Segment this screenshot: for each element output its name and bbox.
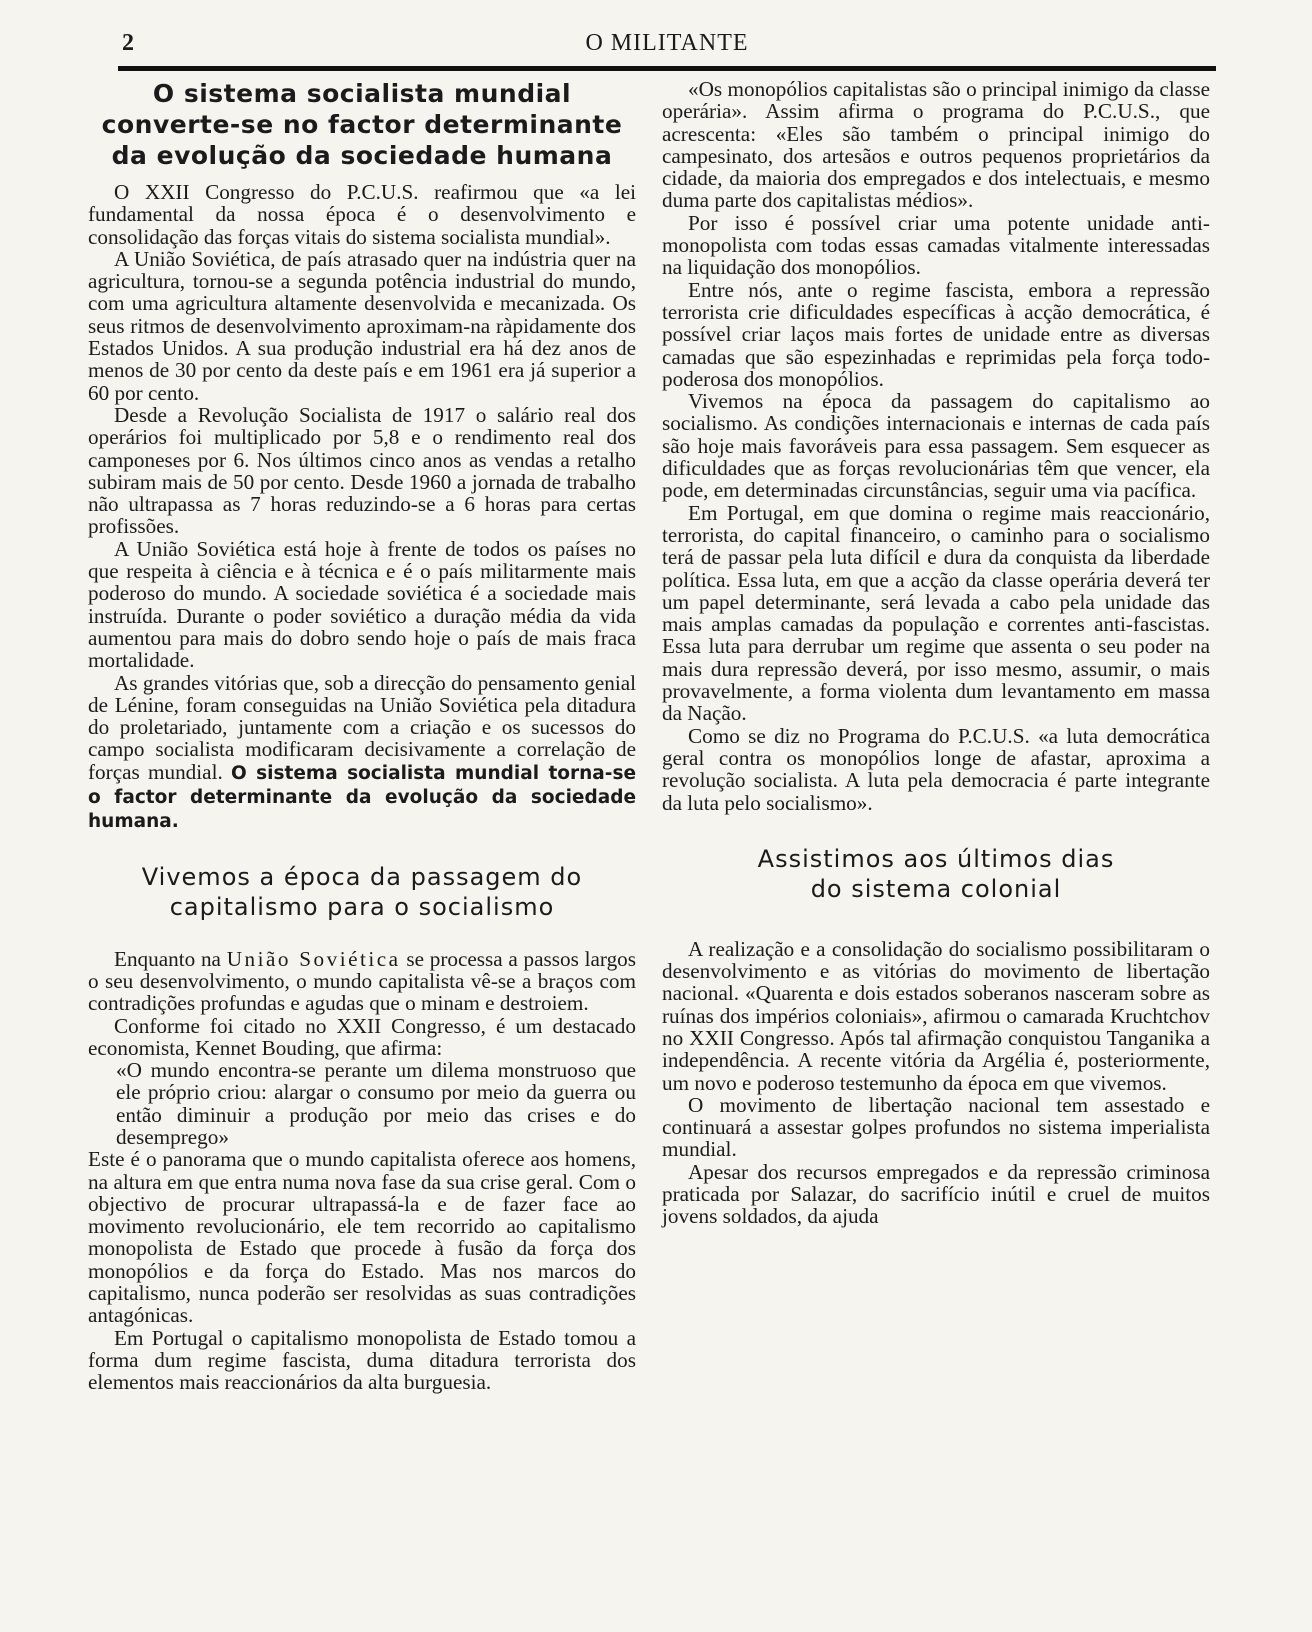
page-number: 2 xyxy=(122,30,134,56)
article1-paragraph: Desde a Revolução Socialista de 1917 o salário real dos operários foi multiplicado por 5,8 e o rendimento real dos camponeses por 6. Nos últimos cinco anos as vendas a retalho subiram mais de 50 por cento. Desde 1960 a jornada de trabalho não ultrapassa as 7 horas reduzindo-se a 6 horas para certas profissões. xyxy=(88,402,636,539)
article2-paragraph: Entre nós, ante o regime fascista, embora a repressão terrorista crie dificuldades específicas à acção democrática, é possível criar laços mais fortes de unidade entre as diversas camadas que são espezinhadas e reprimidas pela força todo-poderosa dos monopólios. xyxy=(662,277,1210,391)
article2-paragraph: «Os monopólios capitalistas são o principal inimigo da classe operária». Assim afirma o programa do P.C.U.S., que acrescenta: «Eles são também o principal inimigo do campesinato, dos artesãos e outros pequenos proprietários da cidade, da maioria dos empregados e dos intelectuais, e mesmo duma parte dos capitalistas médios». xyxy=(662,77,1210,213)
article1-paragraph: A União Soviética está hoje à frente de todos os países no que respeita à ciência e à técnica e é o país militarmente mais poderoso do mundo. A sociedade soviética é a sociedade mais instruída. Durante o poder soviético a duração média da vida aumentou para mais do dobro sendo hoje o país de mais fraca mortalidade. xyxy=(88,536,636,673)
article3-paragraph: O movimento de libertação nacional tem assestado e continuará a assestar golpes profundos no sistema imperialista mundial. xyxy=(662,1092,1210,1162)
right-column xyxy=(662,78,1210,1228)
article1-paragraph: A União Soviética, de país atrasado quer na indústria quer na agricultura, tornou-se a segunda potência industrial do mundo, com uma agricultura altamente desenvolvida e mecanizada. Os seus ritmos de desenvolvimento aproximam-na ràpidamente dos Estados Unidos. A sua produção industrial era há dez anos de menos de 30 por cento da deste país e em 1961 era já superior a 60 por cento. xyxy=(88,246,636,405)
article2-paragraph-continued: Em Portugal o capitalismo monopolista de Estado tomou a forma dum regime fascista, duma ditadura terrorista dos elementos mais reaccionários da alta burguesia. xyxy=(88,1325,636,1395)
header-rule xyxy=(118,66,1216,71)
article2-paragraph xyxy=(88,948,636,1015)
article3-paragraph: Apesar dos recursos empregados e da repressão criminosa praticada por Salazar, do sacrifício inútil e cruel de muitos jovens soldados, da ajuda xyxy=(662,1159,1210,1229)
article2-paragraph: Por isso é possível criar uma potente unidade anti-monopolista com todas essas camadas vitalmente interessadas na liquidação dos monopólios. xyxy=(662,210,1210,280)
article1-conclusion-bold: O sistema socialista mundial torna-se o factor determinante da evolução da sociedade humana. xyxy=(88,762,637,833)
article2-paragraph: Este é o panorama que o mundo capitalista oferece aos homens, na altura em que entra numa nova fase da sua crise geral. Com o objectivo de procurar ultrapassá-la e de fazer face ao movimento revolucionário, ele tem recorrido ao capitalismo monopolista de Estado que procede à fusão da força dos monopólios e da força do Estado. Mas nos marcos do capitalismo, nunca poderão ser resolvidas as suas contradições antagónicas. xyxy=(88,1147,636,1328)
article1-last-paragraph xyxy=(88,672,636,834)
article2-paragraph: Vivemos na época da passagem do capitalismo ao socialismo. As condições internacionais e internas de cada país são hoje mais favoráveis para essa passagem. Sem esquecer as dificuldades que as forças revolucionárias têm que vencer, ela pode, em determinadas circunstâncias, seguir uma via pacífica. xyxy=(662,389,1210,503)
article2-paragraph: Como se diz no Programa do P.C.U.S. «a luta democrática geral contra os monopólios longe de afastar, aproxima a revolução socialista. A luta pela democracia é parte integrante da luta pelo socialismo». xyxy=(662,723,1210,815)
article2-p1-rest: se processa a passos largos o seu desenvolvimento, o mundo capitalista vê-se a braços com contradições profundas e agudas que o minam e destroiem. xyxy=(88,946,637,1016)
article2-headline: Vivemos a época da passagem do capitalismo para o socialismo xyxy=(141,862,583,921)
article3-paragraph: A realização e a consolidação do socialismo possibilitaram o desenvolvimento e as vitórias do movimento de libertação nacional. «Quarenta e dois estados soberanos nasceram sobre as ruínas dos impérios coloniais», afirmou o camarada Kruchtchov no XXII Congresso. Após tal afirmação conquistou Tanganika a independência. A recente vitória da Argélia é, posteriormente, um novo e poderoso testemunho da época em que vivemos. xyxy=(662,936,1210,1095)
article2-paragraph: Em Portugal, em que domina o regime mais reaccionário, terrorista, do capital financeiro, o caminho para o socialismo terá de passar pela luta difícil e dura da conquista da liberdade política. Essa luta, em que a acção da classe operária deverá ter um papel determinante, será levada a cabo pela unidade das mais amplas camadas da população e correntes anti-fascistas. Essa luta para derrubar um regime que assenta o seu poder na mais dura repressão deverá, por isso mesmo, assumir, o mais provavelmente, a forma violenta dum levantamento em massa da Nação. xyxy=(662,500,1210,726)
article1-paragraph: O XXII Congresso do P.C.U.S. reafirmou que «a lei fundamental da nossa época é o desenvolvimento e consolidação das forças vitais do sistema socialista mundial». xyxy=(88,180,636,249)
article2-quote: «O mundo encontra-se perante um dilema monstruoso que ele próprio criou: alargar o consumo por meio da guerra ou então diminuir a produção por meio das crises e do desemprego» xyxy=(116,1058,636,1149)
article1-headline: O sistema socialista mundial converte-se no factor determinante da evolução da sociedade humana xyxy=(101,79,623,170)
article2-p1-start: Enquanto na xyxy=(114,946,221,971)
article2-p1-spaced: União Soviética xyxy=(226,946,401,971)
page-header xyxy=(118,30,1216,68)
article1-last-paragraph-lead: As grandes vitórias que, sob a direcção do pensamento genial de Lénine, foram conseguidas na União Soviética pela ditadura do proletariado, juntamente com a criação e os sucessos do campo socialista modificaram decisivamente a correlação de forças mundial. xyxy=(88,670,636,784)
article3-headline-line2: do sistema colonial xyxy=(810,874,1062,903)
article3-headline xyxy=(662,844,1210,904)
article3-headline-line1: Assistimos aos últimos dias xyxy=(757,844,1115,873)
article2-paragraph: Conforme foi citado no XXII Congresso, é um destacado economista, Kennet Bouding, que afirma: xyxy=(88,1013,636,1060)
masthead-title: O MILITANTE xyxy=(585,30,749,56)
left-column xyxy=(88,78,636,1394)
